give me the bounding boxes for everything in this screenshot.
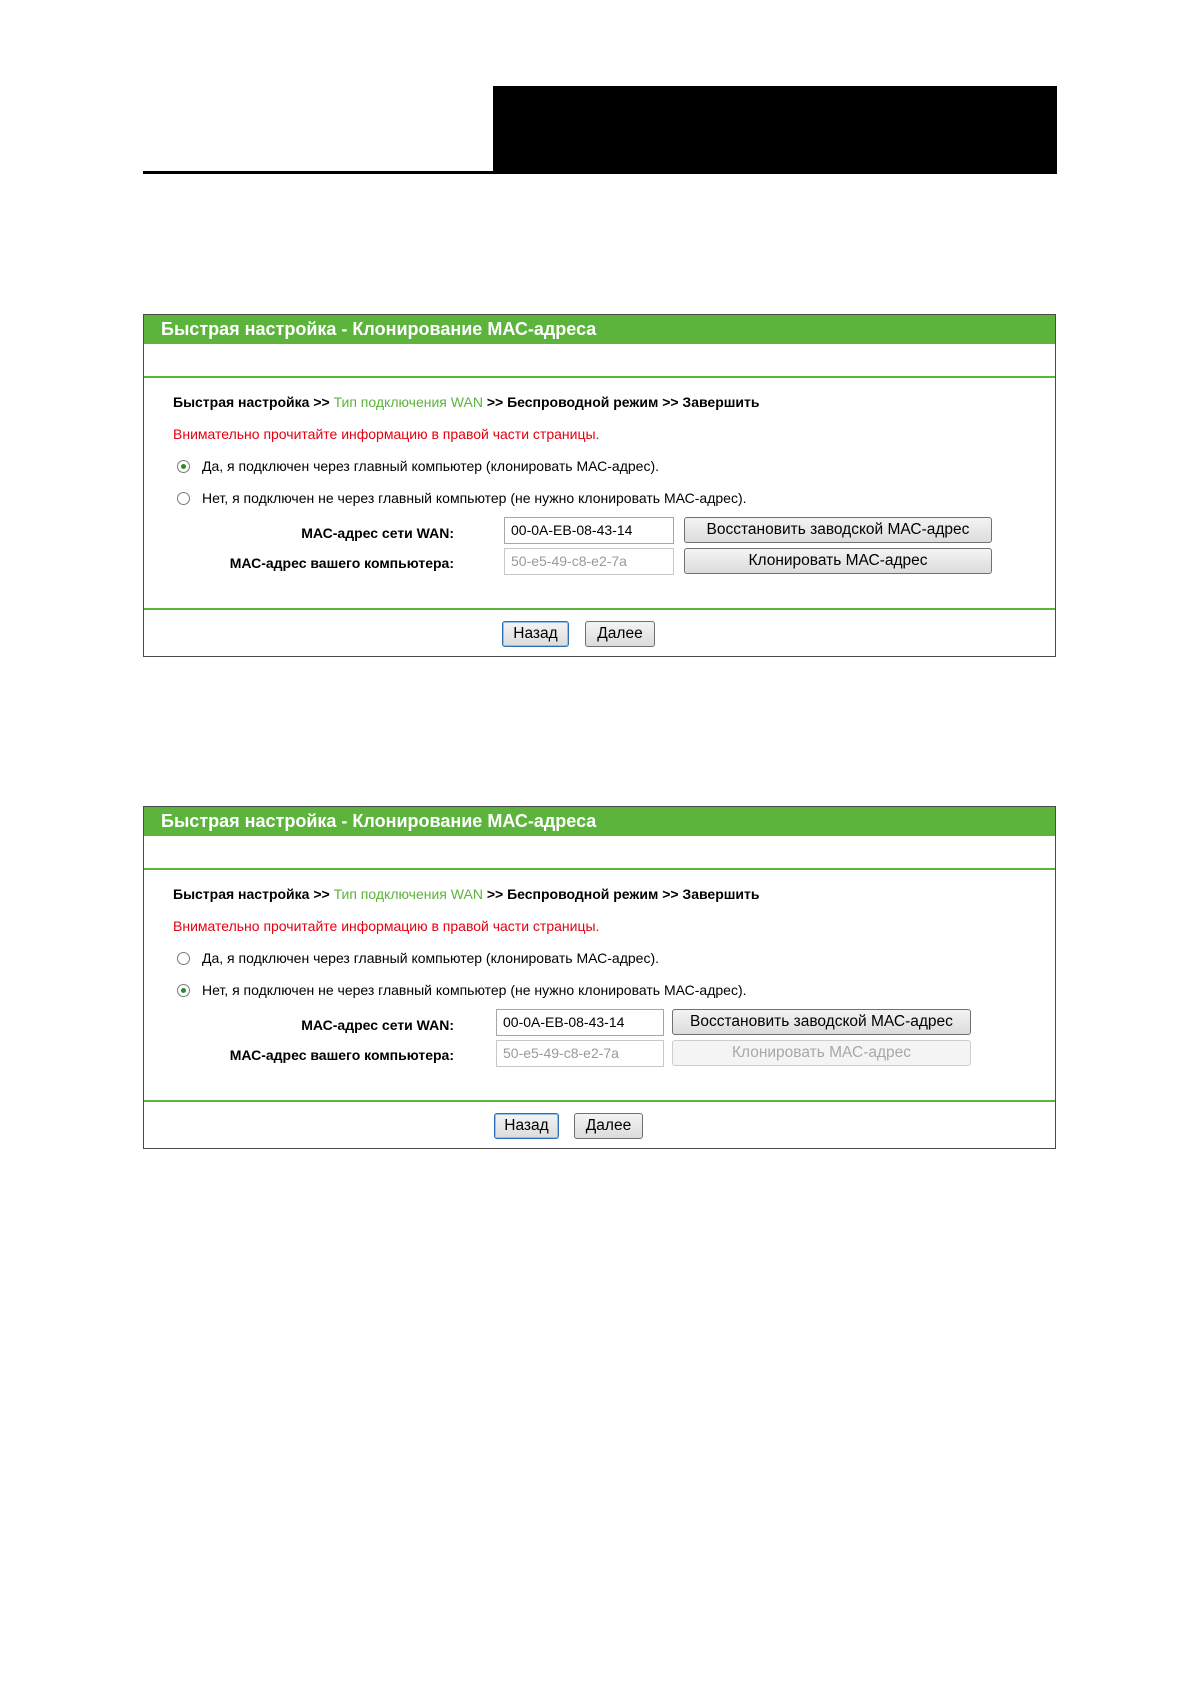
radio-button[interactable]: [177, 492, 190, 505]
clone-mac-button: Клонировать МАС-адрес: [672, 1040, 971, 1066]
option-clone-yes[interactable]: [177, 950, 659, 966]
wan-mac-input[interactable]: 00-0A-EB-08-43-14: [504, 517, 674, 544]
radio-button[interactable]: [177, 984, 190, 997]
page-header-block: [493, 86, 1057, 174]
breadcrumb-rest: >> Беспроводной режим >> Завершить: [486, 886, 760, 902]
pc-mac-input: 50-e5-49-c8-e2-7a: [496, 1040, 664, 1067]
footer-divider: [144, 608, 1055, 610]
panel-subband: [144, 344, 1055, 378]
pc-mac-label: МАС-адрес вашего компьютера:: [229, 1047, 454, 1063]
mac-clone-panel-1: [143, 314, 1056, 657]
pc-mac-label: МАС-адрес вашего компьютера:: [229, 555, 454, 571]
next-button[interactable]: Далее: [585, 621, 655, 647]
option-clone-yes[interactable]: [177, 458, 659, 474]
option-label: Нет, я подключен не через главный компьютер (не нужно клонировать МАС-адрес).: [202, 490, 747, 506]
panel-title: Быстрая настройка - Клонирование МАС-адреса: [144, 807, 1055, 836]
option-label: Да, я подключен через главный компьютер (клонировать МАС-адрес).: [202, 950, 659, 966]
breadcrumb-start: Быстрая настройка >>: [173, 394, 330, 410]
back-button[interactable]: Назад: [502, 621, 569, 647]
panel-title: Быстрая настройка - Клонирование МАС-адреса: [144, 315, 1055, 344]
breadcrumb: [173, 886, 760, 902]
notice-text: Внимательно прочитайте информацию в правой части страницы.: [173, 918, 600, 934]
option-clone-no[interactable]: [177, 982, 747, 998]
breadcrumb: [173, 394, 760, 410]
option-clone-no[interactable]: [177, 490, 747, 506]
footer-divider: [144, 1100, 1055, 1102]
next-button[interactable]: Далее: [574, 1113, 643, 1139]
mac-clone-panel-2: [143, 806, 1056, 1149]
option-label: Нет, я подключен не через главный компьютер (не нужно клонировать МАС-адрес).: [202, 982, 747, 998]
wan-mac-label: МАС-адрес сети WAN:: [301, 1017, 454, 1033]
clone-mac-button[interactable]: Клонировать МАС-адрес: [684, 548, 992, 574]
wan-mac-input[interactable]: 00-0A-EB-08-43-14: [496, 1009, 664, 1036]
page-header-rule: [143, 171, 493, 174]
breadcrumb-current: Тип подключения WAN: [333, 886, 483, 902]
notice-text: Внимательно прочитайте информацию в правой части страницы.: [173, 426, 600, 442]
option-label: Да, я подключен через главный компьютер (клонировать МАС-адрес).: [202, 458, 659, 474]
restore-mac-button[interactable]: Восстановить заводской МАС-адрес: [684, 517, 992, 543]
breadcrumb-rest: >> Беспроводной режим >> Завершить: [486, 394, 760, 410]
wan-mac-label: МАС-адрес сети WAN:: [301, 525, 454, 541]
pc-mac-input: 50-e5-49-c8-e2-7a: [504, 548, 674, 575]
breadcrumb-current: Тип подключения WAN: [333, 394, 483, 410]
radio-button[interactable]: [177, 952, 190, 965]
panel-subband: [144, 836, 1055, 870]
radio-button[interactable]: [177, 460, 190, 473]
back-button[interactable]: Назад: [494, 1113, 559, 1139]
restore-mac-button[interactable]: Восстановить заводской МАС-адрес: [672, 1009, 971, 1035]
breadcrumb-start: Быстрая настройка >>: [173, 886, 330, 902]
